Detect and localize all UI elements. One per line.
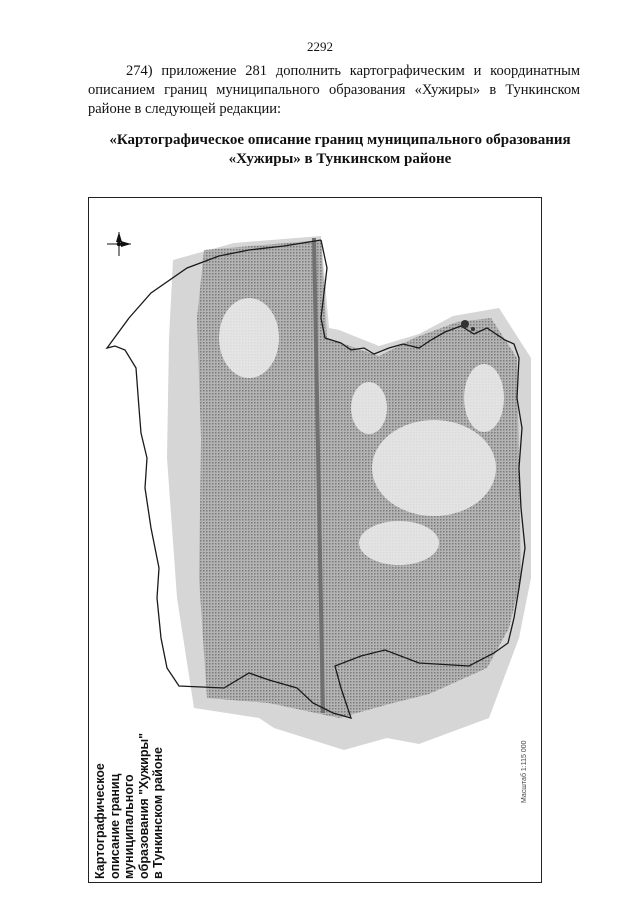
section-heading xyxy=(100,131,580,169)
boundary-map xyxy=(88,197,542,883)
map-title-line: образования "Хужиры" xyxy=(136,732,151,879)
map-title-line: в Тункинском районе xyxy=(151,747,166,879)
page-number: 2292 xyxy=(307,39,333,54)
map-title xyxy=(93,719,166,879)
intro-paragraph: 274) приложение 281 дополнить картографическим и координатным описанием границ муниципального образования «Хужиры» в Тункинском районе в следующей редакции: xyxy=(88,63,580,117)
map-title-line: муниципального xyxy=(122,774,137,879)
map-title-line: Картографическое xyxy=(93,763,107,879)
scale-label-box xyxy=(521,685,537,805)
compass-rose-icon xyxy=(107,232,131,256)
heading-line-1: «Картографическое описание границ муниципального образования xyxy=(109,132,571,148)
map-title-box xyxy=(89,715,177,883)
heading-line-2: «Хужиры» в Тункинском районе xyxy=(228,151,452,167)
map-scale: Масштаб 1:115 000 xyxy=(521,740,528,803)
map-title-line: описание границ xyxy=(107,773,122,879)
